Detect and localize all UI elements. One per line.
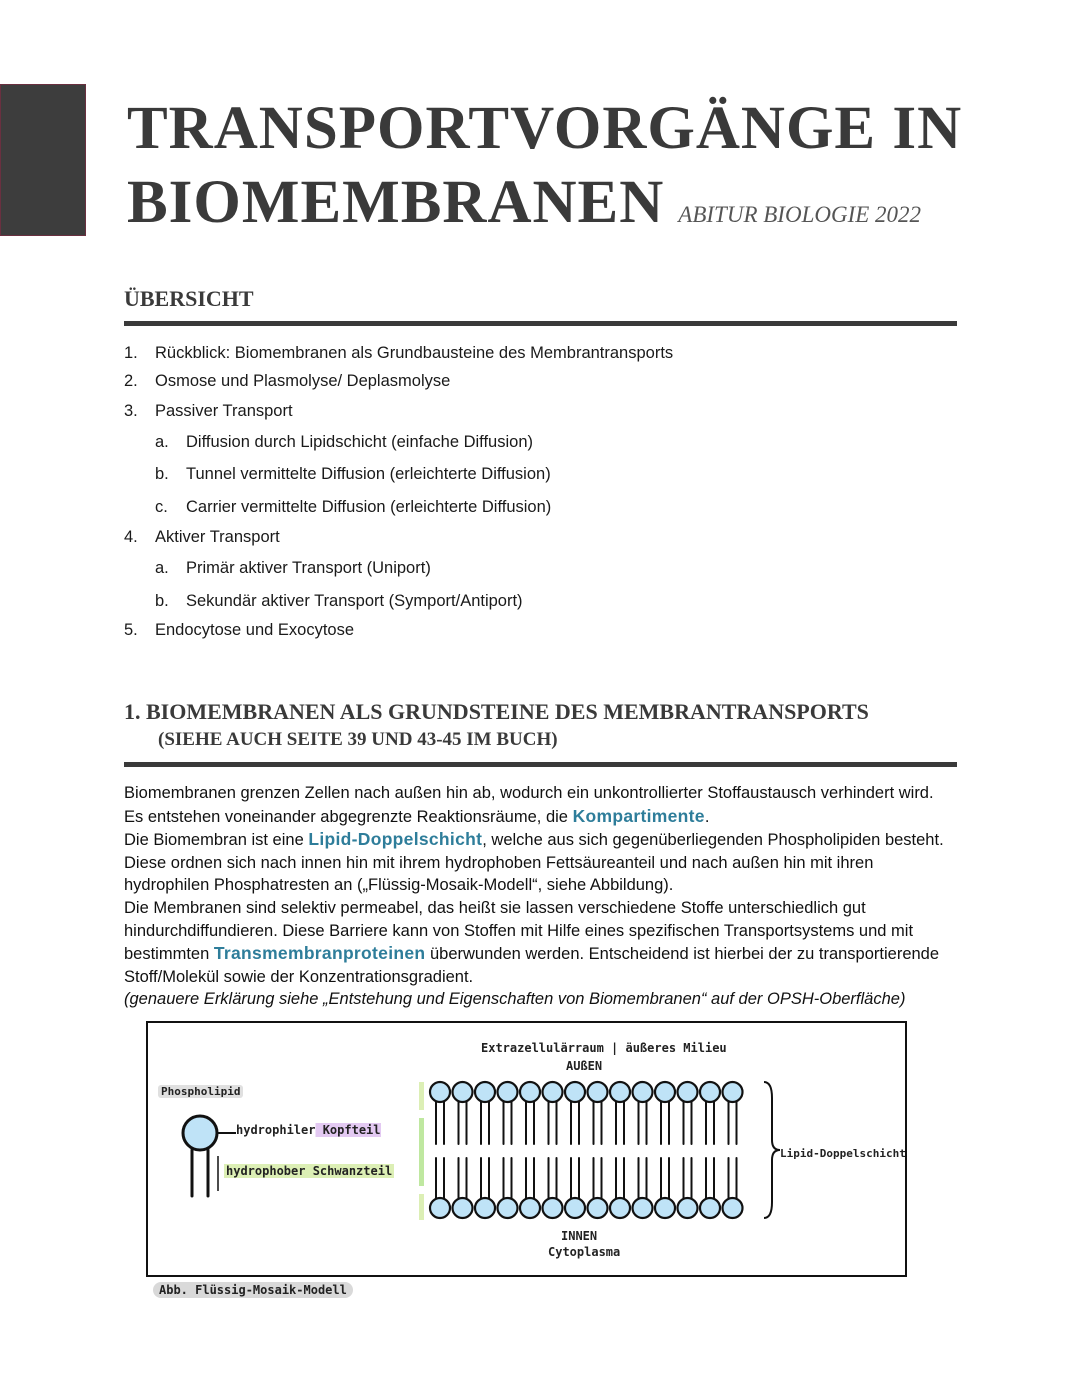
head-top	[543, 1082, 563, 1102]
label-extracellular: Extrazellulärraum | äußeres Milieu	[481, 1041, 727, 1055]
list-item: 5. Endocytose und Exocytose	[124, 621, 355, 639]
head-top	[498, 1082, 518, 1102]
overview-rule	[124, 321, 957, 326]
bilayer-brace	[764, 1082, 780, 1218]
reference-note: (genauere Erklärung siehe „Entstehung und Eigenschaften von Biomembranen“ auf der OPSH-Oberfläche)	[124, 990, 906, 1009]
head-top	[520, 1082, 540, 1102]
highlight-bar-heads-top	[419, 1082, 424, 1110]
list-item: b. Sekundär aktiver Transport (Symport/Antiport)	[155, 592, 523, 610]
label-head: hydrophiler Kopfteil	[236, 1123, 381, 1137]
head-bottom	[655, 1198, 675, 1218]
head-top	[633, 1082, 653, 1102]
head-top	[610, 1082, 630, 1102]
head-bottom	[700, 1198, 720, 1218]
head-bottom	[520, 1198, 540, 1218]
overview-heading: ÜBERSICHT	[124, 286, 254, 311]
label-outside: AUßEN	[566, 1059, 603, 1073]
highlight-bar-tails	[419, 1118, 424, 1186]
label-phospholipid: Phospholipid	[158, 1085, 243, 1098]
head-bottom	[678, 1198, 698, 1218]
label-tail: hydrophober Schwanzteil	[226, 1164, 393, 1178]
list-item: 2. Osmose und Plasmolyse/ Deplasmolyse	[124, 372, 451, 390]
head-bottom	[610, 1198, 630, 1218]
head-top	[475, 1082, 495, 1102]
section1-rule	[124, 762, 957, 767]
section1-body: Biomembranen grenzen Zellen nach außen hin ab, wodurch ein unkontrollierter Stoffaustausch verhindert wird. Es entstehen voneinander abgegrenzte Reaktionsräume, die Kompartimente. Die Biomembran ist eine Lipid-Doppelschicht, welche aus sich gegenüberliegenden Phospholipiden besteht. Diese ordnen sich nach innen hin mit ihrem hydrophoben Fettsäureanteil und nach außen hin mit ihren hydrophilen Phosphatresten an („Flüssig-Mosaik-Modell“, siehe Abbildung). Die Membranen sind selektiv permeabel, das heißt sie lassen verschiedene Stoffe unterschiedlich gut hindurchdiffundieren. Diese Barriere kann von Stoffen mit Hilfe eines spezifischen Transportsystems und mit bestimmten Transmembranproteinen überwunden werden. Entscheidend ist hierbei der zu transportierende Stoff/Molekül sowie der Konzentrationsgradient. (genauere Erklärung siehe „Entstehung und Eigenschaften von Biomembranen“ auf der OPSH-Oberfläche)	[124, 784, 944, 1009]
keyword-transmembranproteine: Transmembranproteinen	[213, 943, 426, 964]
head-top	[655, 1082, 675, 1102]
section1-heading: 1. BIOMEMBRANEN ALS GRUNDSTEINE DES MEMBRANTRANSPORTS	[124, 699, 869, 724]
list-item: a. Primär aktiver Transport (Uniport)	[155, 559, 431, 577]
fluid-mosaic-figure	[146, 1021, 907, 1277]
list-item: c. Carrier vermittelte Diffusion (erleichterte Diffusion)	[155, 498, 552, 516]
keyword-lipid-doppelschicht: Lipid-Doppelschicht	[308, 829, 483, 850]
head-bottom	[543, 1198, 563, 1218]
lipid-bilayer-diagram	[416, 1078, 786, 1243]
list-item: a. Diffusion durch Lipidschicht (einfache Diffusion)	[155, 433, 533, 451]
head-bottom	[565, 1198, 585, 1218]
head-top	[700, 1082, 720, 1102]
page-title-line2: BIOMEMBRANEN ABITUR BIOLOGIE 2022	[127, 169, 922, 236]
page-subtitle: ABITUR BIOLOGIE 2022	[678, 202, 922, 227]
highlight-bar-heads-bottom	[419, 1194, 424, 1220]
keyword-kompartimente: Kompartimente	[572, 805, 705, 826]
bilayer-group	[430, 1082, 743, 1218]
list-item: 1. Rückblick: Biomembranen als Grundbausteine des Membrantransports	[124, 344, 674, 362]
label-inside: INNEN	[561, 1229, 598, 1243]
list-item: 3. Passiver Transport	[124, 402, 293, 420]
head-top	[565, 1082, 585, 1102]
head-bottom	[475, 1198, 495, 1218]
head-top	[723, 1082, 743, 1102]
head-bottom	[588, 1198, 608, 1218]
head-bottom	[430, 1198, 450, 1218]
head-top	[430, 1082, 450, 1102]
label-bilayer: Lipid-Doppelschicht	[780, 1147, 906, 1160]
figure-caption: Abb. Flüssig-Mosaik-Modell	[153, 1282, 353, 1298]
head-top	[453, 1082, 473, 1102]
phospholipid-icon	[178, 1111, 238, 1211]
head-top	[588, 1082, 608, 1102]
head-top	[678, 1082, 698, 1102]
label-cytoplasm: Cytoplasma	[548, 1245, 621, 1259]
list-item: 4. Aktiver Transport	[124, 528, 280, 546]
head-bottom	[723, 1198, 743, 1218]
head-bottom	[453, 1198, 473, 1218]
head-bottom	[633, 1198, 653, 1218]
section-tab-marker	[0, 84, 86, 236]
page-title-line1: TRANSPORTVORGÄNGE IN	[127, 95, 963, 162]
section1-subheading: (SIEHE AUCH SEITE 39 UND 43-45 IM BUCH)	[158, 729, 558, 750]
head-bottom	[498, 1198, 518, 1218]
list-item: b. Tunnel vermittelte Diffusion (erleichterte Diffusion)	[155, 465, 551, 483]
